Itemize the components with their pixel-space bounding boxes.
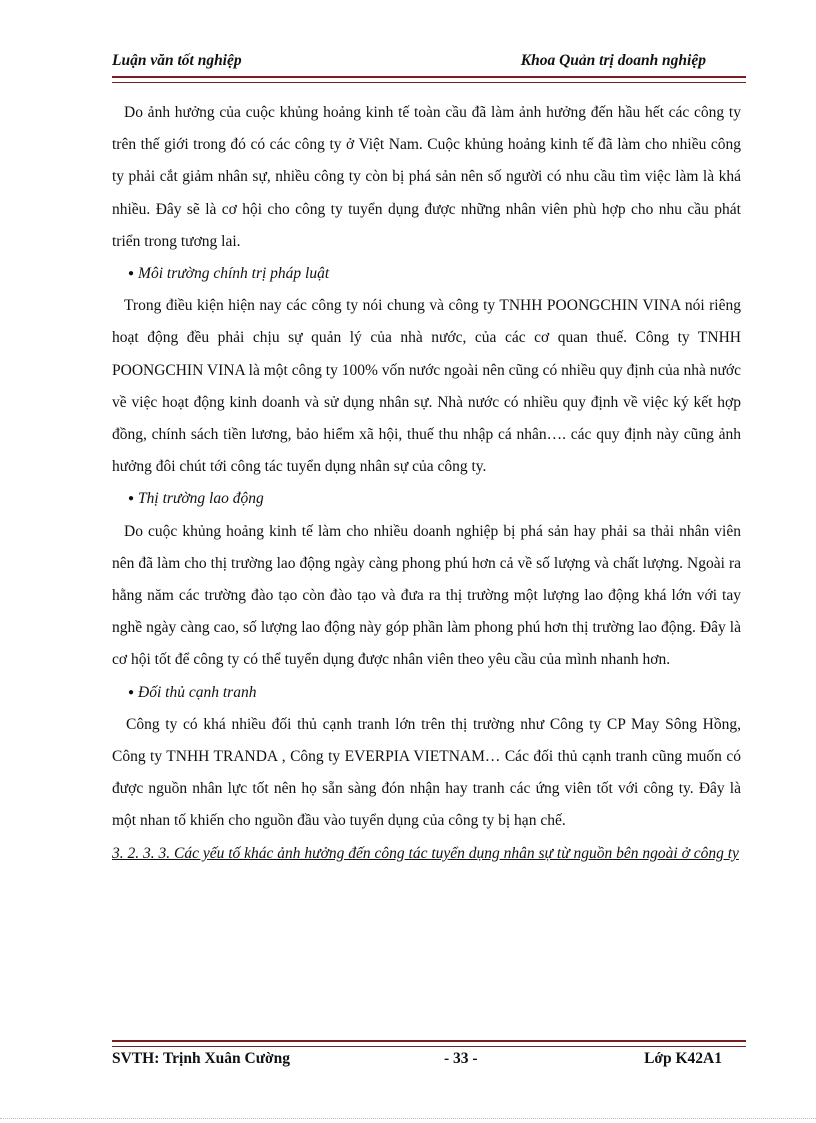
bullet-political-legal (112, 258, 741, 290)
page-footer (112, 1050, 746, 1072)
bullet-icon: ● (128, 268, 135, 280)
page-bottom-border (0, 1118, 816, 1119)
page-header (112, 52, 746, 74)
bullet-icon: ● (128, 493, 135, 505)
page-content (112, 97, 741, 870)
bullet-competitors (112, 677, 741, 709)
bullet-labor-market (112, 483, 741, 515)
bullet-label: Đối thủ cạnh tranh (138, 683, 257, 701)
bullet-icon: ● (128, 686, 135, 698)
footer-rule (112, 1040, 746, 1047)
paragraph-economic-crisis: Do ảnh hưởng của cuộc khủng hoảng kinh tế toàn cầu đã làm ảnh hưởng đến hầu hết các công ty trên thế giới trong đó có các công ty ở Việt Nam. Cuộc khủng hoảng kinh tế đã làm cho nhiều công ty phải cắt giảm nhân sự, nhiều công ty còn bị phá sản nên số người có nhu cầu tìm việc làm là khá nhiều. Đây sẽ là cơ hội cho công ty tuyển dụng được những nhân viên phù hợp cho nhu cầu phát triển trong tương lai. (112, 104, 741, 250)
bullet-label: Môi trường chính trị pháp luật (138, 265, 330, 283)
paragraph-political-legal: Trong điều kiện hiện nay các công ty nói chung và công ty TNHH POONGCHIN VINA nói riêng hoạt động đều phải chịu sự quản lý của nhà nước, của các cơ quan thuế. Công ty TNHH POONGCHIN VINA là một công ty 100% vốn nước ngoài nên cũng có nhiều quy định của nhà nước về việc hoạt động kinh doanh và sử dụng nhân sự. Nhà nước có nhiều quy định về việc ký kết hợp đồng, chính sách tiền lương, bảo hiểm xã hội, thuế thu nhập cá nhân…. các quy định này cũng ảnh hưởng đôi chút tới công tác tuyển dụng nhân sự của công ty. (112, 297, 741, 476)
header-faculty: Khoa Quản trị doanh nghiệp (520, 52, 706, 69)
paragraph-labor-market: Do cuộc khủng hoảng kinh tế làm cho nhiều doanh nghiệp bị phá sản hay phải sa thải nhân viên nên đã làm cho thị trường lao động ngày càng phong phú hơn cả về số lượng và chất lượng. Ngoài ra hằng năm các trường đào tạo còn đào tạo và đưa ra thị trường một lượng lao động khá lớn với tay nghề ngày càng cao, số lượng lao động này góp phần làm phong phú hơn thị trường lao động. Đây là cơ hội tốt để công ty có thể tuyển dụng được nhân viên theo yêu cầu của mình nhanh hơn. (112, 522, 741, 669)
footer-student: SVTH: Trịnh Xuân Cường (112, 1050, 290, 1067)
bullet-label: Thị trường lao động (138, 490, 264, 508)
header-rule (112, 76, 746, 83)
section-heading: 3. 2. 3. 3. Các yếu tố khác ảnh hưởng đến công tác tuyển dụng nhân sự từ nguồn bên ngoài ở công ty (112, 844, 739, 862)
footer-page-number: - 33 - (444, 1050, 478, 1067)
paragraph-competitors: Công ty có khá nhiều đối thủ cạnh tranh lớn trên thị trường như Công ty CP May Sông Hồng, Công ty TNHH TRANDA , Công ty EVERPIA VIETNAM… Các đối thủ cạnh tranh cũng muốn có được nguồn nhân lực tốt nên họ sẵn sàng đón nhận hay tranh các ứng viên tốt với công ty. Đây là một nhan tố khiến cho nguồn đầu vào tuyển dụng của công ty bị hạn chế. (112, 715, 741, 830)
footer-class: Lớp K42A1 (644, 1050, 722, 1067)
header-thesis-title: Luận văn tốt nghiệp (112, 52, 242, 69)
